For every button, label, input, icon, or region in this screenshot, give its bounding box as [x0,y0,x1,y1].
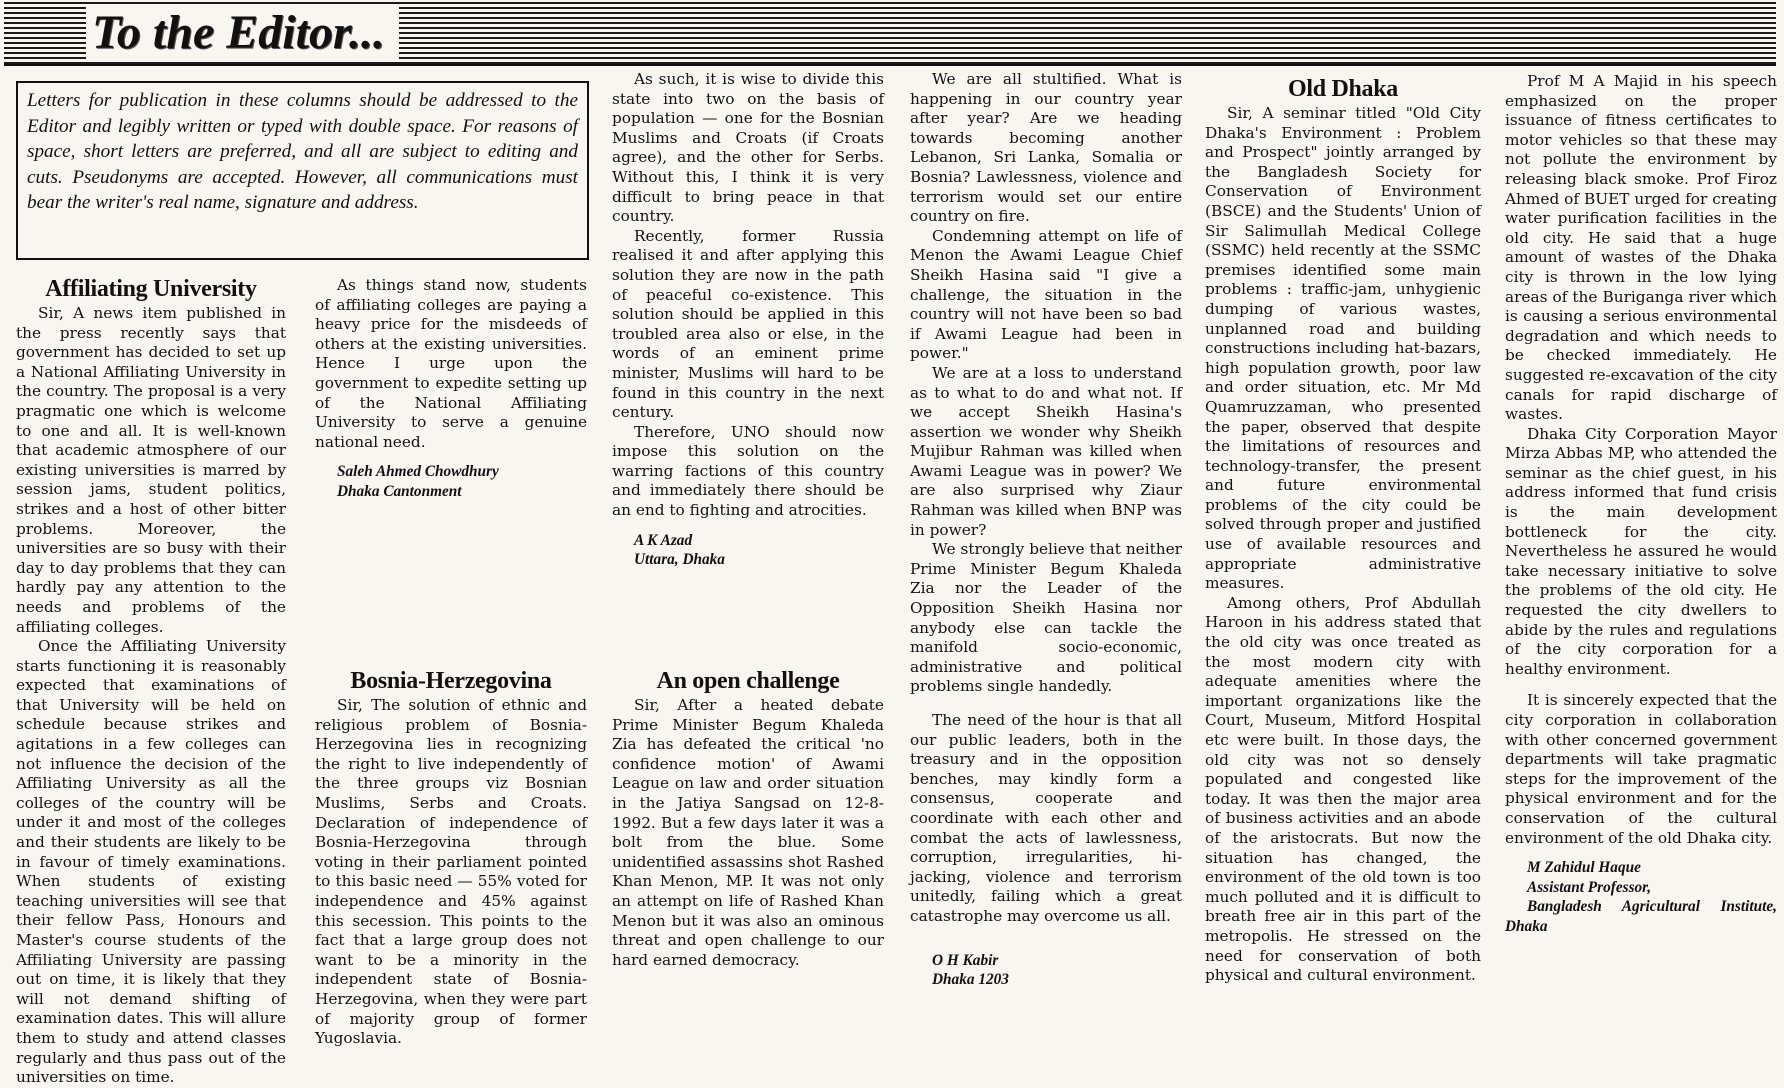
letter-title: Affiliating University [45,276,257,302]
letter-paragraph: Therefore, UNO should now impose this solution on the warring factions of this country and immediately there should be an end to fighting and atrocities. [612,422,884,520]
letter-paragraph: As such, it is wise to divide this state into two on the basis of population — one for the Bosnian Muslims and Croats (if Croats agree), and the other for Serbs. Without this, I think it is very difficult to bring peace in that country. [612,70,884,226]
letter-affiliating-university-continued [315,276,587,502]
letter-paragraph: Dhaka City Corporation Mayor Mirza Abbas MP, who attended the seminar as the chief guest, in his address informed that fund crisis is the main development bottleneck for the city. Nevertheless he assured he would take necessary initiative to solve the problems of the old city. He requested the city dwellers to abide by the rules and regulations of the city corporation for a healthy environment. [1505,424,1777,678]
letter-title: Old Dhaka [1287,76,1398,102]
letter-paragraph: Sir, A seminar titled "Old City Dhaka's Environment : Problem and Prospect" jointly arranged by the Bangladesh Society for Conservation of Environment (BSCE) and the Students' Union of Sir Salimullah Medical College (SSMC) held recently at the SSMC premises identified some main problems : traffic-jam, unhygienic dumping of various wastes, unplanned road and building constructions including hat-bazars, high population growth, poor law and order situation, etc. Mr Md Quamruzzaman, who presented the paper, observed that despite the limitations of resources and technology-transfer, the present and future environmental problems of the city could be solved through proper and justified use of available resources and appropriate administrative measures. [1205,104,1481,593]
letter-location: Uttara, Dhaka [634,551,725,569]
letter-author: A K Azad [634,531,693,549]
letter-paragraph: Condemning attempt on life of Menon the Awami League Chief Sheikh Hasina said "I give a challenge, the situation in the country will not have been so bad if Awami League had been in power." [910,226,1182,363]
letter-old-dhaka [1205,74,1481,986]
letter-paragraph: We are all stultified. What is happening in our country year after year? Are we heading towards becoming another Lebanon, Sri Lanka, Somalia or Bosnia? Lawlessness, violence and terrorism would set our entire country on fire. [910,70,1182,226]
letter-paragraph: It is sincerely expected that the city corporation in collaboration with other concerned government departments will take pragmatic steps for the improvement of the physical environment and for the conservation of the cultural environment of the old Dhaka city. [1505,691,1777,847]
letter-paragraph: We strongly believe that neither Prime Minister Begum Khaleda Zia nor the Leader of the Opposition Sheikh Hasina nor anybody else can tackle the manifold socio-economic, administrative and political problems single handedly. [910,540,1182,696]
letter-open-challenge [612,666,884,970]
letter-location: Dhaka 1203 [932,971,1009,989]
letter-title: An open challenge [656,668,840,694]
editorial-notice: Letters for publication in these columns should be addressed to the Editor and legibly written or typed with double space. For reasons of space, short letters are preferred, and all are subject to editing and cuts. Pseudonyms are accepted. However, all communications must bear the writer's real name, signature and address. [16,81,589,260]
letter-paragraph: Sir, After a heated debate Prime Minister Begum Khaleda Zia has defeated the critical 'no confidence motion' of Awami League on law and order situation in the Jatiya Sangsad on 12-8-1992. But a few days later it was a bolt from the blue. Some unidentified assassins shot Rashed Khan Menon, MP. It was not only an attempt on life of Rashed Khan Menon but it was also an ominous threat and open challenge to our hard earned democracy. [612,696,884,969]
letter-old-dhaka-continued [1505,72,1777,937]
letter-paragraph: Sir, A news item published in the press recently says that government has decided to set up a National Affiliating University in the country. The proposal is a very pragmatic one which is welcome to one and all. It is well-known that academic atmosphere of our existing universities is marred by session jams, student politics, strikes and a host of other bitter problems. Moreover, the universities are so busy with their day to day problems that they can hardly pay any attention to the needs and problems of the affiliating colleges. [16,304,286,636]
letter-paragraph: The need of the hour is that all our public leaders, both in the treasury and in the opposition benches, may kindly form a consensus, cooperate and coordinate with each other and combat the acts of lawlessness, corruption, irregularities, hi-jacking, violence and terrorism unitedly, failing which a great catastrophe may overcome us all. [910,711,1182,925]
letter-paragraph: As things stand now, students of affiliating colleges are paying a heavy price for the misdeeds of others at the existing universities. Hence I urge upon the government to expedite setting up of the National Affiliating University to serve a genuine national need. [315,276,587,451]
letter-open-challenge-continued [910,70,1182,990]
letter-author: O H Kabir [932,951,999,969]
letter-paragraph: Prof M A Majid in his speech emphasized on the proper issuance of fitness certificates to motor vehicles so that these may not pollute the environment by releasing black smoke. Prof Firoz Ahmed of BUET urged for creating water purification facilities in the old city. He said that a huge amount of wastes of the Dhaka city is thrown in the low lying areas of the Buriganga river which is causing a serious environmental degradation and which needs to be checked immediately. He suggested re-excavation of the city canals for rapid discharge of wastes. [1505,72,1777,424]
letter-bosnia-herzegovina-continued [612,70,884,570]
section-banner [4,2,1776,66]
letter-paragraph: Once the Affiliating University starts functioning it is reasonably expected that examinations of that University will be held on schedule because strikes and agitations in a few colleges can not influence the decision of the Affiliating University as all the colleges of the country will be under it and most of the colleges and their students are likely to be in favour of timely examinations. When students of existing teaching universities will see that their fellow Pass, Honours and Master's course students of the Affiliating University are passing out on time, it is likely that they will not demand shifting of examination dates. This will allure them to study and attend classes regularly and thus pass out of the universities on time. [16,637,286,1087]
section-title: To the Editor... [86,4,399,62]
letter-author: M Zahidul Haque [1527,859,1641,877]
letter-paragraph: Sir, The solution of ethnic and religious problem of Bosnia-Herzegovina lies in recognizing the right to live independently of the three groups viz Bosnian Muslims, Serbs and Croats. Declaration of independence of Bosnia-Herzegovina through voting in their parliament pointed to this basic need — 55% voted for independence and 45% against this secession. This points to the fact that a large group does not want to be a minority in the independent state of Bosnia-Herzegovina, when they were part of majority group of former Yugoslavia. [315,696,587,1048]
letter-title: Bosnia-Herzegovina [350,668,552,694]
letter-affiliating-university [16,274,286,1088]
letter-institution: Bangladesh Agricultural Institute, Dhaka [1505,898,1777,935]
letter-paragraph: We are at a loss to understand as to what to do and what not. If we accept Sheikh Hasina's assertion we wonder why Sheikh Mujibur Rahman was killed when Awami League was in power? We are also surprised why Ziaur Rahman was killed when BNP was in power? [910,363,1182,539]
letter-author: Saleh Ahmed Chowdhury [337,463,499,481]
letter-paragraph: Recently, former Russia realised it and after applying this solution they are now in the path of peaceful co-existence. This solution should be applied in this troubled area also or else, in the words of an eminent prime minister, Muslims will hard to be found in this country in the next century. [612,226,884,422]
letter-location: Dhaka Cantonment [337,482,462,500]
letter-paragraph: Among others, Prof Abdullah Haroon in his address stated that the old city was once treated as the most modern city with adequate amenities where the important organizations like the Court, Museum, Mitford Hospital etc were built. In those days, the old city was not so densely populated and congested like today. It was then the major area of business activities and an abode of the aristocrats. But now the situation has changed, the environment of the old town is too much polluted and it is difficult to breath free air in this part of the metropolis. He stressed on the need for conservation of both physical and cultural environment. [1205,593,1481,985]
letter-bosnia-herzegovina [315,666,587,1049]
letter-designation: Assistant Professor, [1527,878,1652,896]
